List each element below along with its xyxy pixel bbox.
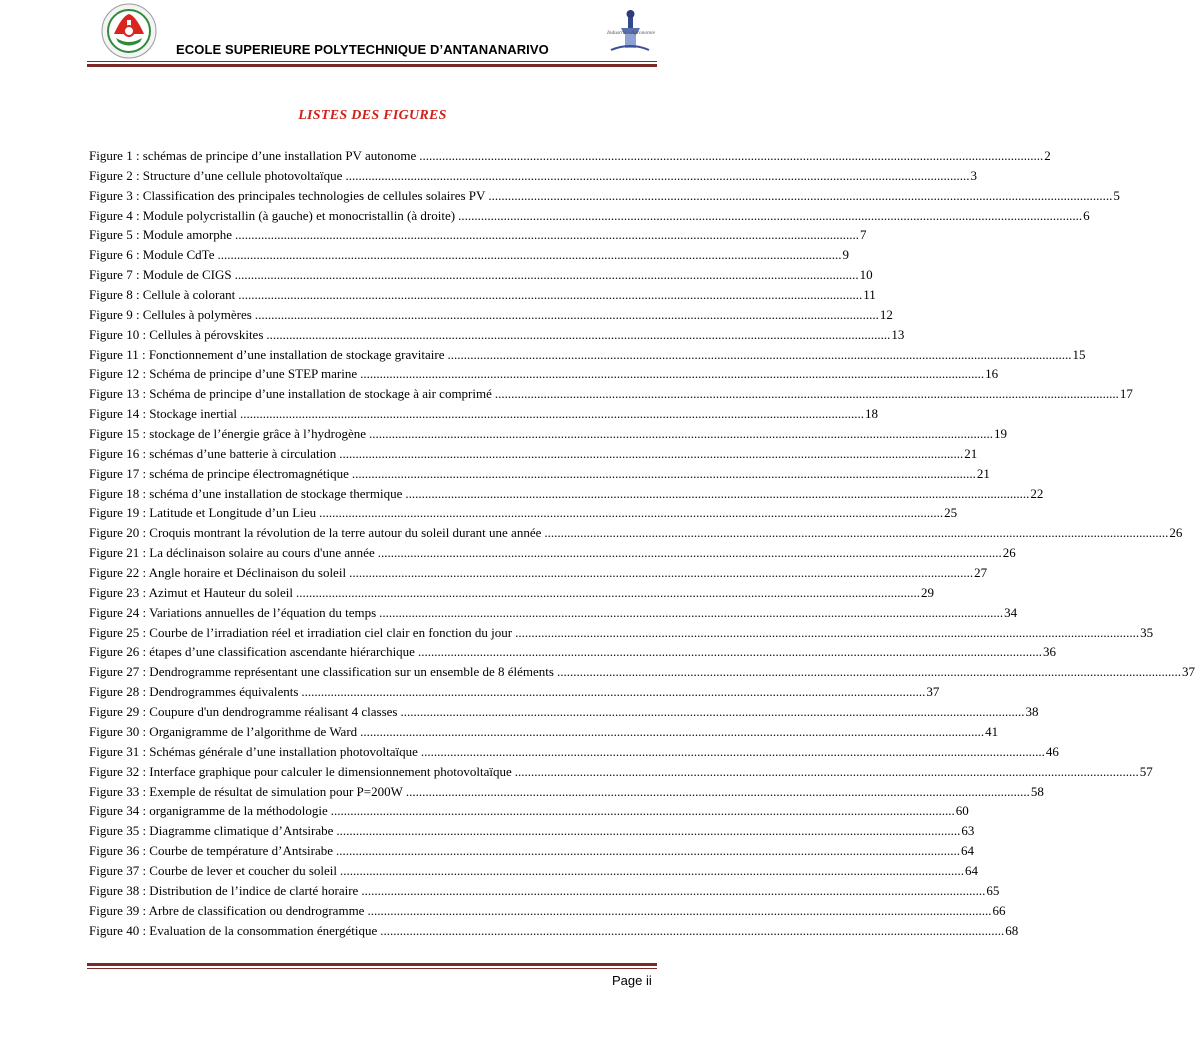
figure-entry[interactable] [89,424,1007,444]
dot-leader [554,662,1182,682]
dot-leader [346,563,974,583]
figure-entry[interactable] [89,186,1120,206]
page-number: Page ii [612,973,652,988]
figure-label: Figure 34 : organigramme de la méthodologie [89,803,328,819]
figure-label: Figure 37 : Courbe de lever et coucher du soleil [89,862,338,878]
dot-leader [366,424,994,444]
figure-page-number: 34 [1004,604,1018,620]
dot-leader [402,484,1030,504]
figure-entry[interactable] [89,206,1090,226]
figure-label: Figure 14 : Stockage inertial [89,406,238,422]
dot-leader [403,782,1031,802]
dot-leader [541,523,1169,543]
figure-label: Figure 3 : Classification des principales technologies de cellules solaires PV [89,187,486,203]
dot-leader [357,364,985,384]
dot-leader [235,285,863,305]
dot-leader [232,225,860,245]
figure-entry[interactable] [89,782,1044,802]
figure-label: Figure 17 : schéma de principe électromagnétique [89,465,349,481]
figure-entry[interactable] [89,821,975,841]
figure-label: Figure 38 : Distribution de l’indice de clarté horaire [89,882,359,898]
dot-leader [492,384,1120,404]
figure-label: Figure 31 : Schémas générale d’une installation photovoltaïque [89,743,418,759]
figure-label: Figure 24 : Variations annuelles de l’équation du temps [89,604,377,620]
figure-page-number: 22 [1030,485,1044,501]
figure-entry[interactable] [89,225,867,245]
figure-page-number: 38 [1025,704,1039,720]
figure-page-number: 18 [865,406,879,422]
dot-leader [293,583,921,603]
right-logo-caption: Industrie · Agronomie [606,30,656,36]
figure-page-number: 26 [1169,525,1183,541]
footer-rule-thin [87,968,657,969]
figure-page-number: 2 [1044,148,1051,163]
figure-page-number: 68 [1005,922,1019,938]
figure-label: Figure 15 : stockage de l’énergie grâce à l’hydrogène [89,426,366,442]
figure-page-number: 35 [1140,624,1154,640]
figure-label: Figure 32 : Interface graphique pour calculer le dimensionnement photovoltaïque [89,763,512,779]
header-rule-thick [87,64,657,67]
figure-page-number: 17 [1119,386,1133,402]
dot-leader [375,543,1003,563]
figure-entry[interactable] [89,384,1133,404]
figure-page-number: 26 [1002,545,1016,561]
page-title: LISTES DES FIGURES [298,108,447,123]
figure-page-number: 64 [965,862,979,878]
figure-label: Figure 9 : Cellules à polymères [89,306,252,322]
figure-list [89,146,1195,940]
figure-page-number: 5 [1113,187,1120,203]
figure-label: Figure 7 : Module de CIGS [89,267,232,283]
figure-page-number: 37 [1181,664,1195,680]
figure-entry[interactable] [89,881,1000,901]
figure-page-number: 25 [944,505,958,521]
figure-page-number: 27 [974,565,988,581]
figure-entry[interactable] [89,662,1195,682]
figure-page-number: 12 [879,306,893,322]
figure-page-number: 13 [891,326,905,342]
figure-label: Figure 25 : Courbe de l’irradiation réel et irradiation ciel clair en fonction du jour [89,624,513,640]
figure-label: Figure 21 : La déclinaison solaire au cours d'une année [89,545,375,561]
figure-entry[interactable] [89,166,977,186]
dot-leader [337,861,965,881]
figure-entry[interactable] [89,285,876,305]
figure-entry[interactable] [89,702,1039,722]
figure-page-number: 65 [986,882,1000,898]
figure-page-number: 21 [976,465,990,481]
figure-label: Figure 39 : Arbre de classification ou dendrogramme [89,902,365,918]
figure-entry[interactable] [89,543,1016,563]
figure-page-number: 11 [863,287,876,303]
figure-page-number: 36 [1042,644,1056,660]
figure-entry[interactable] [89,503,958,523]
figure-entry[interactable] [89,642,1056,662]
dot-leader [328,801,956,821]
dot-leader [485,186,1113,206]
figure-label: Figure 26 : étapes d’une classification ascendante hiérarchique [89,644,415,660]
figure-page-number: 9 [842,247,849,263]
dot-leader [237,404,865,424]
dot-leader [376,603,1004,623]
figure-page-number: 7 [859,227,867,243]
figure-entry[interactable] [89,364,999,384]
figure-label: Figure 6 : Module CdTe [89,247,215,263]
figure-label: Figure 4 : Module polycristallin (à gauche) et monocristallin (à droite) [89,207,456,223]
figure-entry[interactable] [89,345,1086,365]
figure-label: Figure 35 : Diagramme climatique d’Antsirabe [89,823,334,839]
figure-entry[interactable] [89,583,934,603]
figure-page-number: 57 [1139,763,1153,779]
dot-leader [455,206,1083,226]
figure-label: Figure 29 : Coupure d'un dendrogramme réalisant 4 classes [89,704,398,720]
figure-label: Figure 33 : Exemple de résultat de simulation pour P=200W [89,783,403,799]
figure-label: Figure 28 : Dendrogrammes équivalents [89,684,299,700]
figure-label: Figure 8 : Cellule à colorant [89,287,236,303]
figure-page-number: 19 [993,426,1007,442]
figure-page-number: 16 [985,366,999,382]
school-name: ECOLE SUPERIEURE POLYTECHNIQUE D’ANTANANARIVO [176,42,549,57]
footer-rule-thick [87,963,657,966]
dot-leader [398,702,1026,722]
figure-page-number: 6 [1083,207,1090,223]
dot-leader [418,742,1046,762]
figure-label: Figure 5 : Module amorphe [89,227,232,243]
figure-page-number: 37 [926,684,940,700]
figure-entry[interactable] [89,722,999,742]
figure-label: Figure 18 : schéma d’une installation de stockage thermique [89,485,403,501]
figure-entry[interactable] [89,861,979,881]
figure-entry[interactable] [89,682,940,702]
figure-label: Figure 16 : schémas d’une batterie à circulation [89,445,337,461]
school-logo [100,2,158,60]
figure-entry[interactable] [89,801,969,821]
figure-page-number: 41 [985,723,999,739]
figure-entry[interactable] [89,742,1059,762]
dot-leader [512,762,1140,782]
figure-label: Figure 22 : Angle horaire et Déclinaison du soleil [89,565,347,581]
dot-leader [357,722,985,742]
figure-entry[interactable] [89,484,1044,504]
figure-label: Figure 20 : Croquis montrant la révolution de la terre autour du soleil durant une année [89,525,542,541]
dot-leader [349,464,977,484]
dot-leader [232,265,860,285]
figure-label: Figure 2 : Structure d’une cellule photovoltaïque [89,167,343,183]
dot-leader [316,503,944,523]
figure-label: Figure 19 : Latitude et Longitude d’un Lieu [89,505,317,521]
figure-page-number: 63 [961,823,975,839]
figure-label: Figure 10 : Cellules à pérovskites [89,326,264,342]
figure-entry[interactable] [89,265,873,285]
figure-label: Figure 30 : Organigramme de l’algorithme de Ward [89,723,358,739]
figure-entry[interactable] [89,563,988,583]
figure-page-number: 21 [964,445,978,461]
figure-entry[interactable] [89,523,1183,543]
figure-page-number: 60 [955,803,969,819]
figure-entry[interactable] [89,603,1018,623]
figure-page-number: 64 [961,843,975,859]
dot-leader [416,146,1044,166]
figure-entry[interactable] [89,146,1051,166]
figure-page-number: 66 [992,902,1006,918]
figure-page-number: 15 [1072,346,1086,362]
figure-label: Figure 11 : Fonctionnement d’une installation de stockage gravitaire [89,346,445,362]
figure-entry[interactable] [89,623,1154,643]
figure-label: Figure 40 : Evaluation de la consommation énergétique [89,922,378,938]
dot-leader [298,682,926,702]
figure-page-number: 10 [859,267,873,283]
figure-label: Figure 13 : Schéma de principe d’une installation de stockage à air comprimé [89,386,492,402]
dot-leader [214,245,842,265]
dot-leader [333,821,961,841]
figure-page-number: 29 [921,584,934,600]
figure-label: Figure 27 : Dendrogramme représentant une classification sur un ensemble de 8 éléments [89,664,554,680]
dot-leader [333,841,961,861]
header-rule-thin [87,61,657,62]
figure-entry[interactable] [89,841,975,861]
figure-entry[interactable] [89,404,879,424]
figure-page-number: 3 [970,167,977,183]
figure-label: Figure 23 : Azimut et Hauteur du soleil [89,584,293,600]
dot-leader [263,325,891,345]
dot-leader [377,921,1005,941]
figure-entry[interactable] [89,444,978,464]
figure-label: Figure 1 : schémas de principe d’une installation PV autonome [89,148,417,163]
dot-leader [512,623,1140,643]
figure-label: Figure 36 : Courbe de température d’Antsirabe [89,843,334,859]
dot-leader [342,166,970,186]
figure-page-number: 58 [1030,783,1044,799]
figure-entry[interactable] [89,325,905,345]
dot-leader [364,901,992,921]
figure-entry[interactable] [89,245,849,265]
figure-entry[interactable] [89,921,1019,941]
dot-leader [252,305,880,325]
dot-leader [415,642,1043,662]
figure-entry[interactable] [89,464,990,484]
figure-entry[interactable] [89,901,1006,921]
dot-leader [444,345,1072,365]
figure-entry[interactable] [89,762,1153,782]
figure-entry[interactable] [89,305,893,325]
dot-leader [358,881,986,901]
figure-page-number: 46 [1045,743,1059,759]
figure-label: Figure 12 : Schéma de principe d’une STEP marine [89,366,358,382]
dot-leader [336,444,964,464]
